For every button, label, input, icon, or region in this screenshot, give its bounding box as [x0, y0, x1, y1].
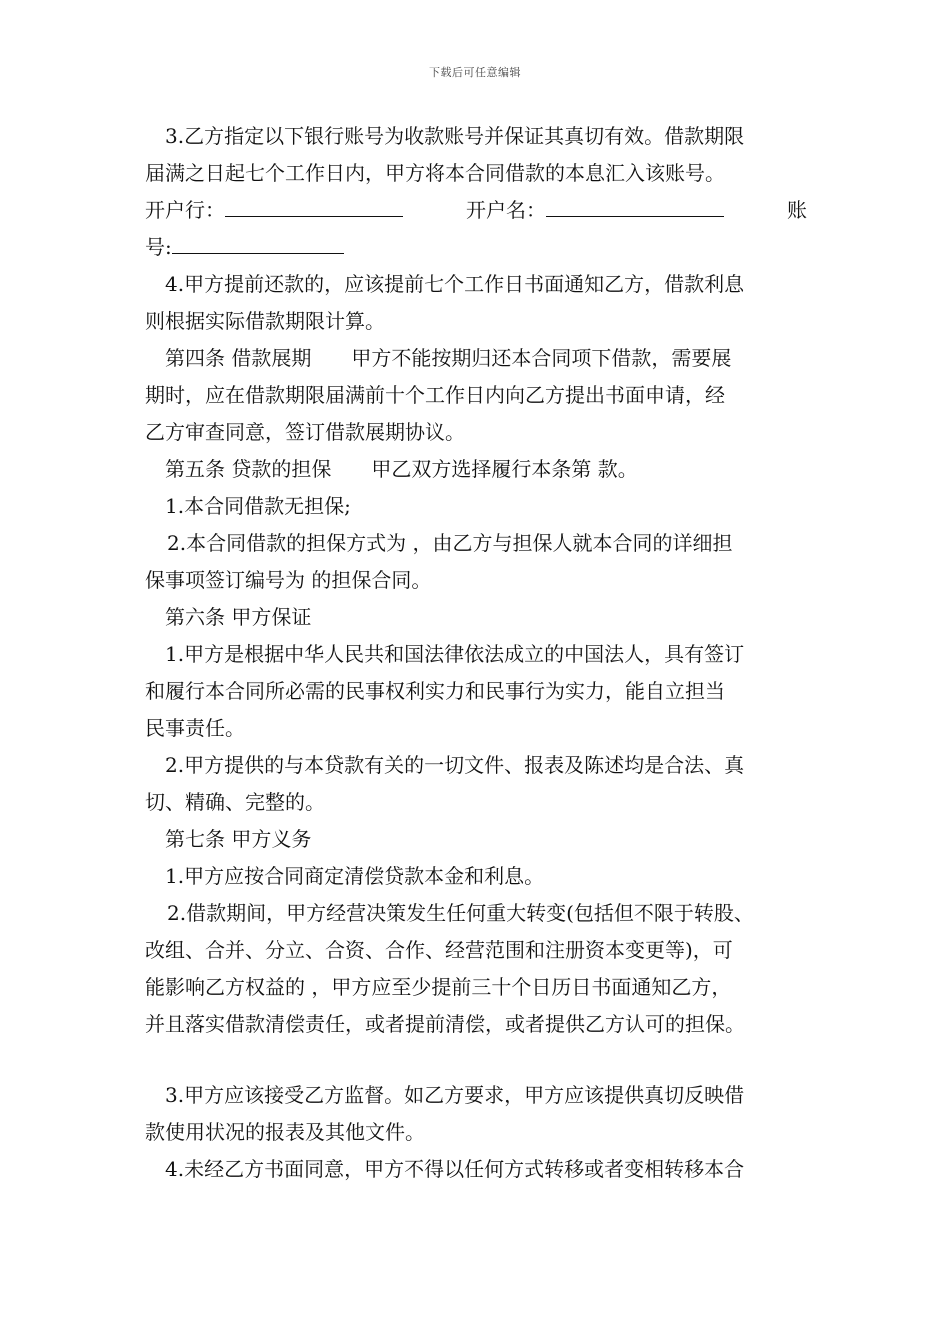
article-7-item-2-line-4: 并且落实借款清偿责任，或者提前清偿，或者提供乙方认可的担保。: [145, 1012, 745, 1036]
article-6-item-1-line-3: 民事责任。: [145, 716, 245, 740]
clause-4-line-2: 则根据实际借款期限计算。: [145, 309, 385, 333]
bank-fields-row: [145, 192, 807, 229]
article-7-item-3-line-1: 3.甲方应该接受乙方监督。如乙方要求，甲方应该提供真切反映借: [165, 1083, 745, 1107]
article-7-heading: 第七条 甲方义务: [165, 827, 312, 851]
article-7-item-2-line-1: 2.借款期间，甲方经营决策发生任何重大转变(包括但不限于转股、: [167, 901, 754, 925]
article-4-line-1: 第四条 借款展期 甲方不能按期归还本合同项下借款，需要展: [165, 346, 732, 370]
clause-3-line-1: 3.乙方指定以下银行账号为收款账号并保证其真切有效。借款期限: [165, 124, 745, 148]
article-4-line-2: 期时，应在借款期限届满前十个工作日内向乙方提出书面申请，经: [145, 383, 725, 407]
paragraph-gap: [145, 1043, 825, 1077]
article-4-line-3: 乙方审查同意，签订借款展期协议。: [145, 420, 465, 444]
page-header: 下载后可任意编辑: [429, 66, 521, 79]
article-7-item-2-line-3: 能影响乙方权益的 ，甲方应至少提前三十个日历日书面通知乙方，: [145, 975, 732, 999]
account-number-label-part-2: 号:: [145, 235, 172, 259]
article-5-item-1: 1.本合同借款无担保;: [165, 494, 351, 518]
account-name-field: [466, 192, 724, 229]
article-5-heading: 第五条 贷款的担保 甲乙双方选择履行本条第 款。: [165, 457, 638, 481]
article-7-item-2-line-2: 改组、合并、分立、合资、合作、经营范围和注册资本变更等)，可: [145, 938, 733, 962]
account-name-label: 开户名：: [466, 198, 546, 222]
article-7-item-4-line-1: 4.未经乙方书面同意，甲方不得以任何方式转移或者变相转移本合: [165, 1157, 745, 1181]
article-6-item-2-line-1: 2.甲方提供的与本贷款有关的一切文件、报表及陈述均是合法、真: [165, 753, 745, 777]
document-body: [145, 118, 825, 1188]
bank-blank-line: [225, 194, 403, 217]
article-6-item-2-line-2: 切、精确、完整的。: [145, 790, 325, 814]
clause-3-line-2: 届满之日起七个工作日内，甲方将本合同借款的本息汇入该账号。: [145, 161, 725, 185]
article-5-item-2-line-1: 2.本合同借款的担保方式为 ，由乙方与担保人就本合同的详细担: [167, 531, 733, 555]
account-name-blank-line: [546, 194, 724, 217]
account-number-line: [145, 229, 825, 266]
bank-field: [145, 192, 403, 229]
article-6-item-1-line-2: 和履行本合同所必需的民事权利实力和民事行为实力，能自立担当: [145, 679, 725, 703]
account-number-label-part-1: 账: [787, 198, 807, 222]
bank-label: 开户行：: [145, 198, 225, 222]
article-7-item-3-line-2: 款使用状况的报表及其他文件。: [145, 1120, 425, 1144]
account-number-blank-line: [172, 231, 344, 254]
article-6-heading: 第六条 甲方保证: [165, 605, 312, 629]
article-7-item-1: 1.甲方应按合同商定清偿贷款本金和利息。: [165, 864, 545, 888]
article-5-item-2-line-2: 保事项签订编号为 的担保合同。: [145, 568, 432, 592]
article-6-item-1-line-1: 1.甲方是根据中华人民共和国法律依法成立的中国法人，具有签订: [165, 642, 745, 666]
clause-4-line-1: 4.甲方提前还款的，应该提前七个工作日书面通知乙方，借款利息: [165, 272, 745, 296]
